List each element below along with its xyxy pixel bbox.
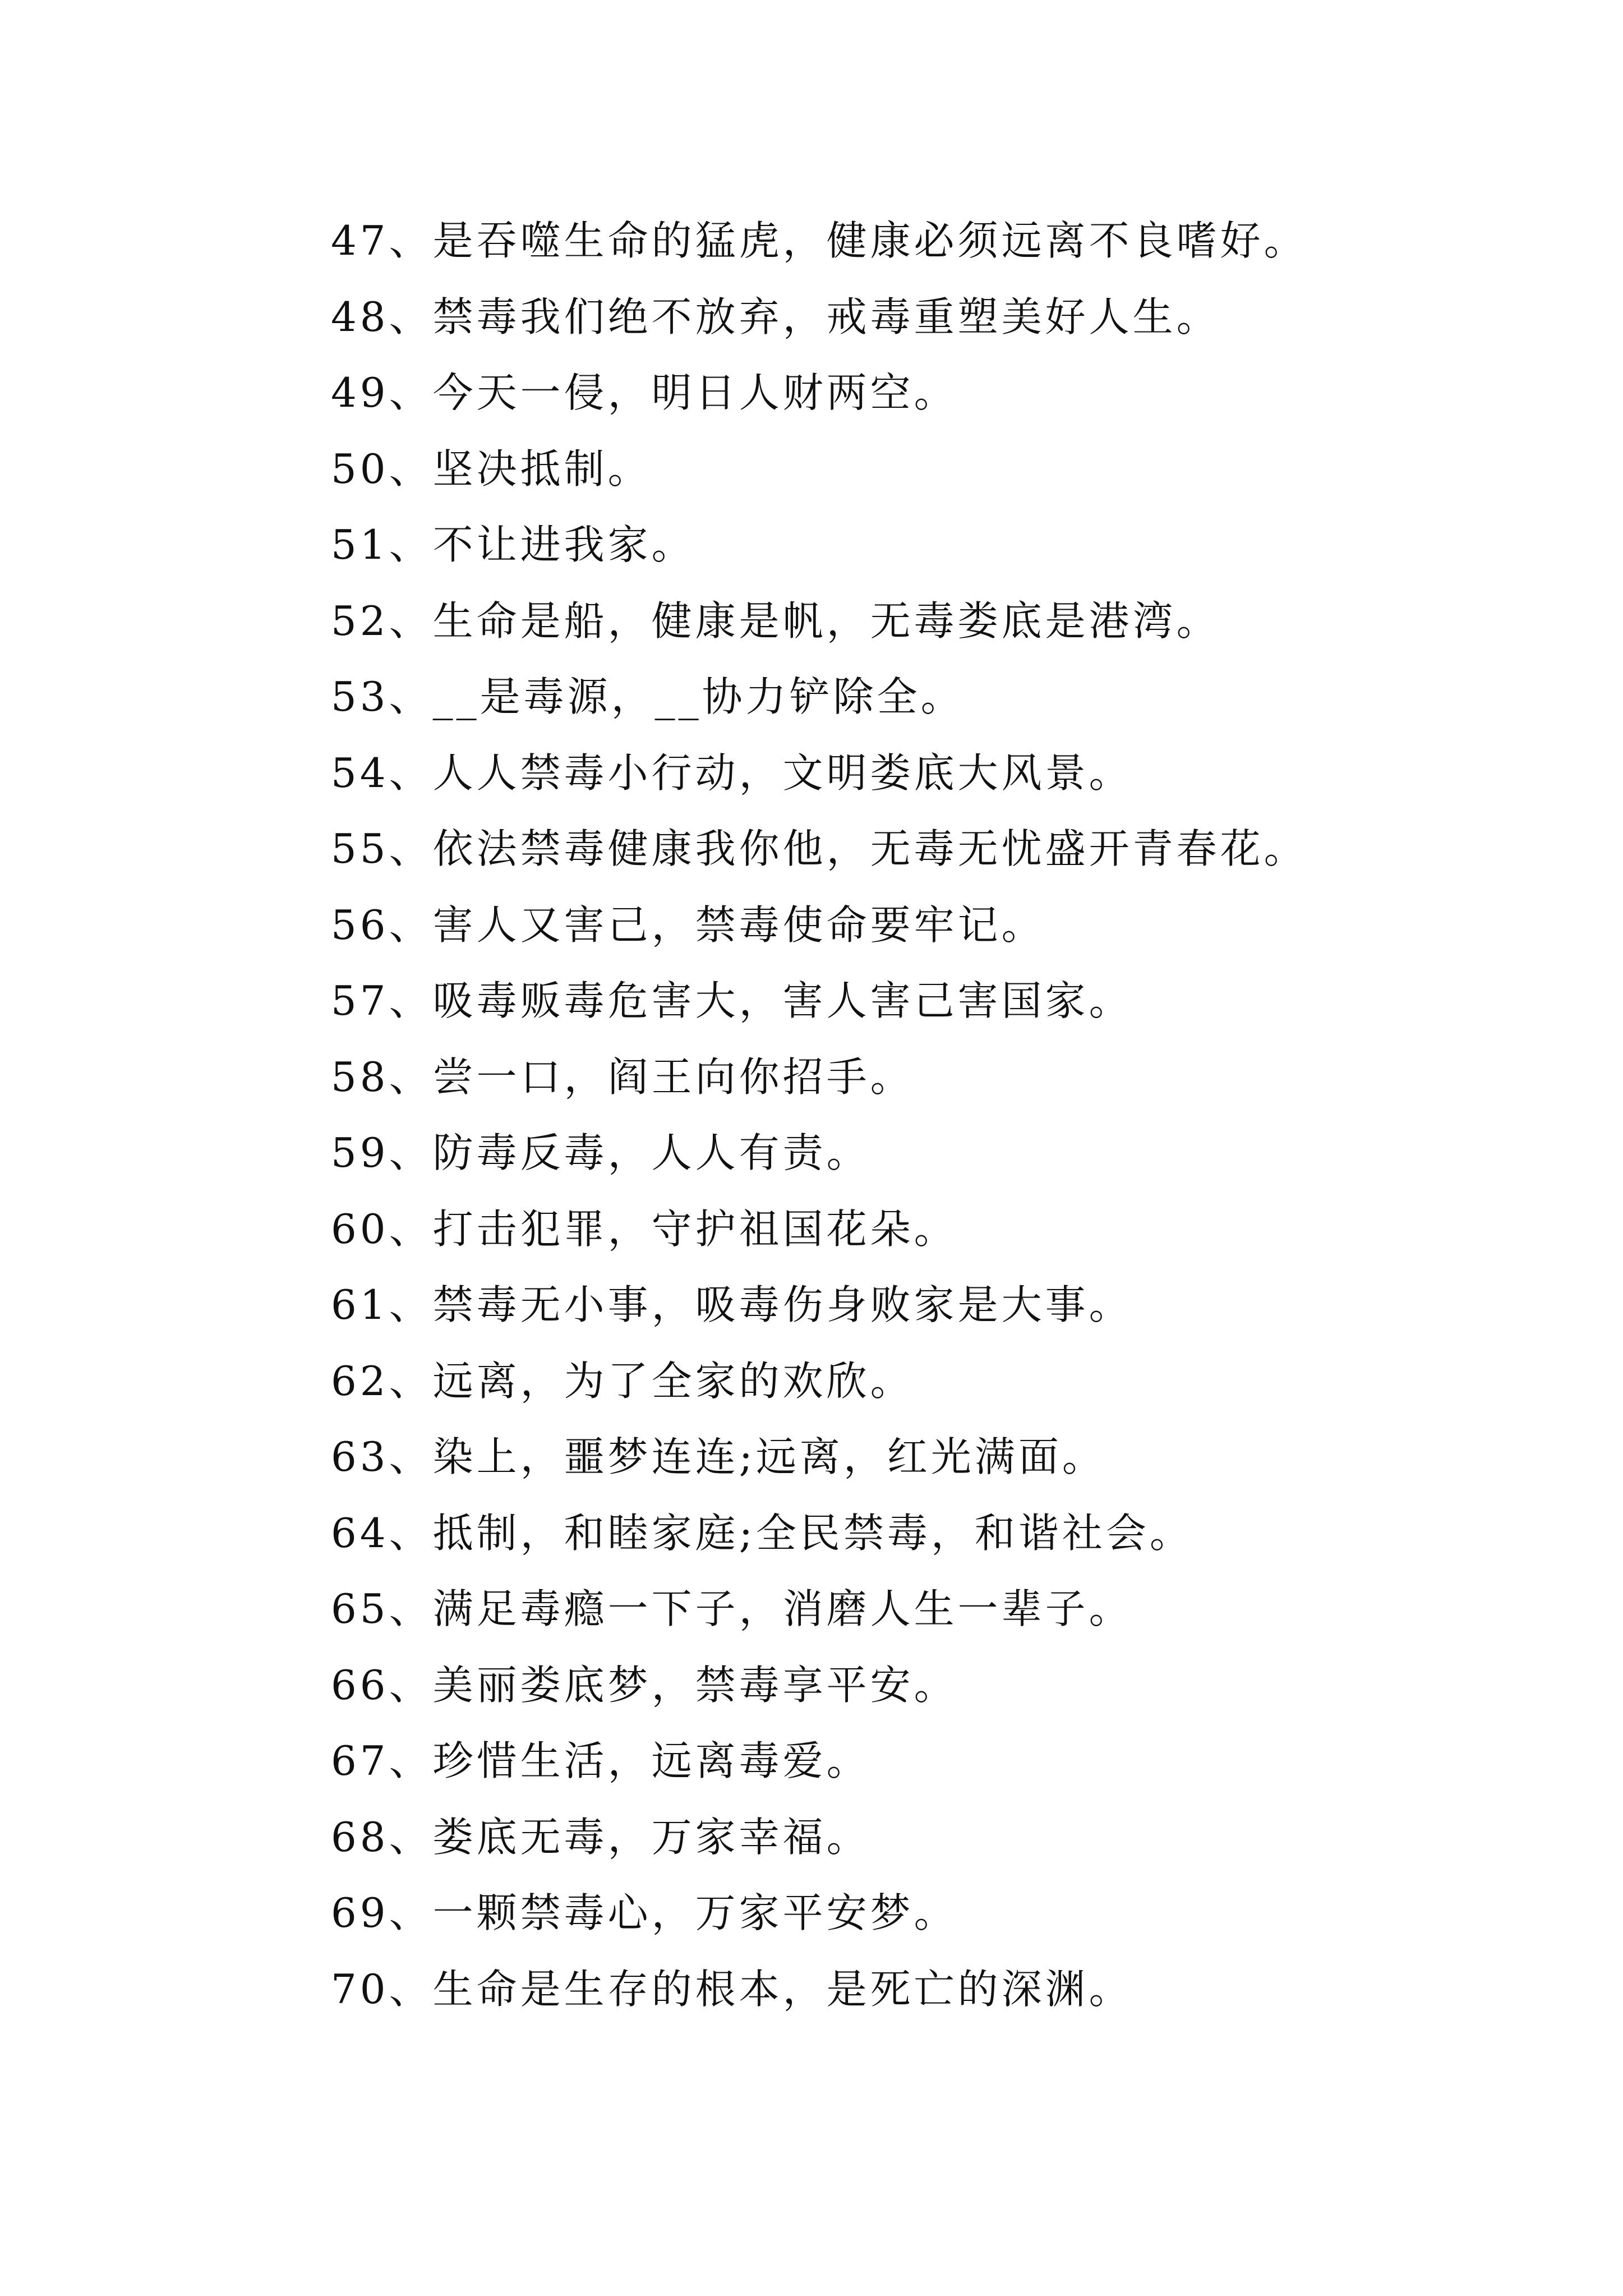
slogan-line-62: 62、远离，为了全家的欢欣。 — [331, 1357, 914, 1405]
slogan-list — [331, 215, 1509, 2040]
slogan-line-59: 59、防毒反毒，人人有责。 — [331, 1129, 870, 1176]
slogan-line-53: 53、__是毒源，__协力铲除全。 — [331, 673, 965, 720]
slogan-line-70: 70、生命是生存的根本，是死亡的深渊。 — [331, 1965, 1133, 2013]
slogan-line-57: 57、吸毒贩毒危害大，害人害己害国家。 — [331, 977, 1133, 1024]
slogan-line-60: 60、打击犯罪，守护祖国花朵。 — [331, 1205, 958, 1253]
slogan-line-69: 69、一颗禁毒心，万家平安梦。 — [331, 1889, 958, 1936]
slogan-line-50: 50、坚决抵制。 — [331, 445, 652, 493]
slogan-line-51: 51、不让进我家。 — [331, 521, 695, 568]
slogan-line-54: 54、人人禁毒小行动，文明娄底大风景。 — [331, 749, 1133, 797]
slogan-line-49: 49、今天一侵，明日人财两空。 — [331, 369, 958, 416]
slogan-line-64: 64、抵制，和睦家庭;全民禁毒，和谐社会。 — [331, 1509, 1193, 1557]
slogan-line-58: 58、尝一口，阎王向你招手。 — [331, 1053, 914, 1101]
slogan-line-55: 55、依法禁毒健康我你他，无毒无忧盛开青春花。 — [331, 825, 1308, 872]
slogan-line-63: 63、染上，噩梦连连;远离，红光满面。 — [331, 1433, 1106, 1480]
slogan-line-65: 65、满足毒瘾一下子，消磨人生一辈子。 — [331, 1585, 1133, 1632]
slogan-line-61: 61、禁毒无小事，吸毒伤身败家是大事。 — [331, 1281, 1133, 1328]
slogan-line-67: 67、珍惜生活，远离毒爱。 — [331, 1737, 870, 1784]
slogan-line-68: 68、娄底无毒，万家幸福。 — [331, 1813, 870, 1861]
slogan-line-56: 56、害人又害己，禁毒使命要牢记。 — [331, 901, 1045, 949]
slogan-line-47: 47、是吞噬生命的猛虎，健康必须远离不良嗜好。 — [331, 217, 1308, 264]
slogan-line-48: 48、禁毒我们绝不放弃，戒毒重塑美好人生。 — [331, 293, 1220, 341]
slogan-line-52: 52、生命是船，健康是帆，无毒娄底是港湾。 — [331, 597, 1220, 645]
slogan-line-66: 66、美丽娄底梦，禁毒享平安。 — [331, 1661, 958, 1709]
